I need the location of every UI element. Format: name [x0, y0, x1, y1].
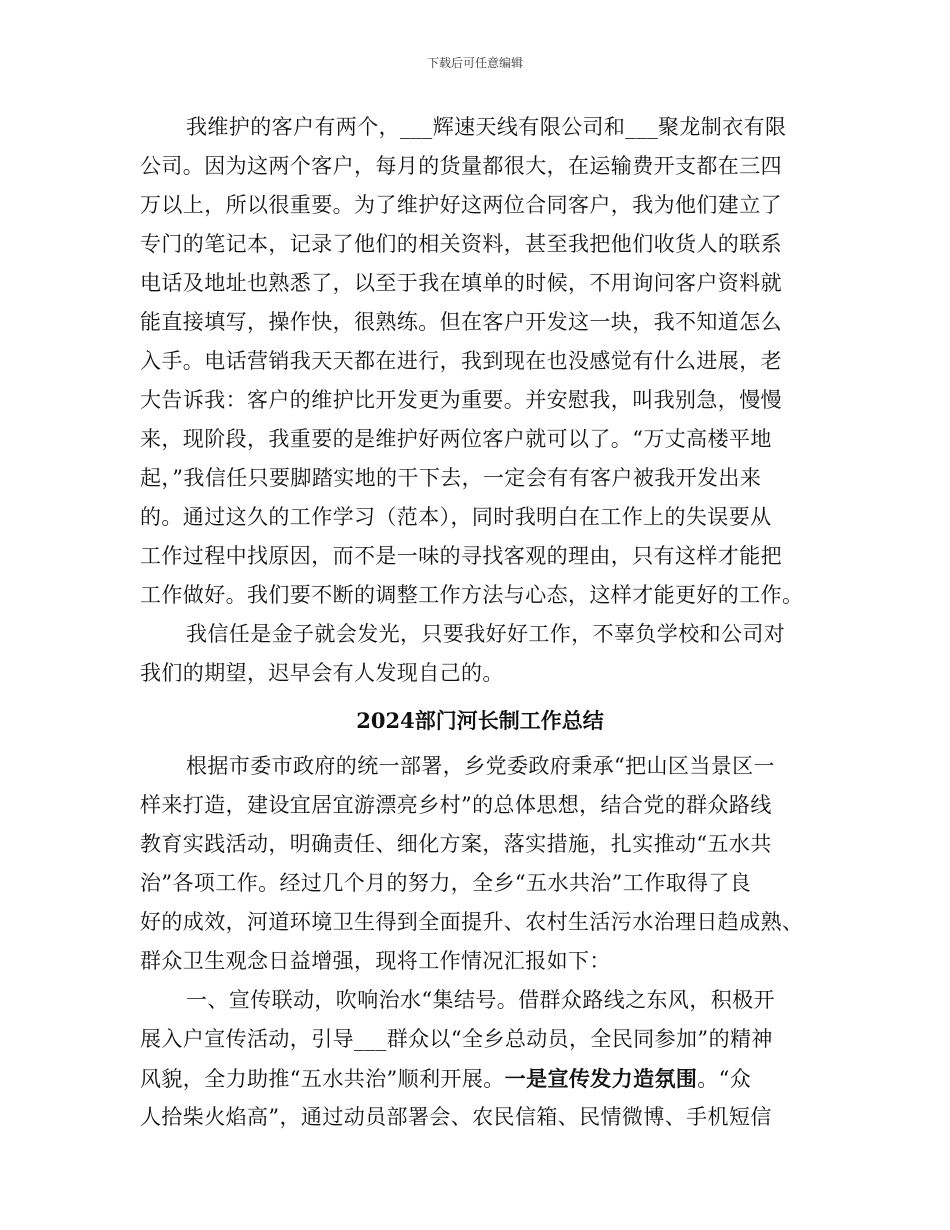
text-line: 工作过程中找原因，而不是一味的寻找客观的理由，只有这样才能把 [140, 544, 782, 568]
document-body [140, 108, 820, 1137]
text-line: 入手。电话营销我天天都在进行，我到现在也没感觉有什么进展，老 [140, 349, 782, 373]
text-line: 我们的期望，迟早会有人发现自己的。 [140, 661, 504, 685]
text-line: 万以上，所以很重要。为了维护好这两位合同客户，我为他们建立了 [140, 193, 782, 217]
text-line: 专门的笔记本，记录了他们的相关资料，甚至我把他们收货人的联系 [140, 232, 782, 256]
section-title: 2024部门河长制工作总结 [356, 708, 604, 733]
text-line: 工作做好。我们要不断的调整工作方法与心态，这样才能更好的工作。 [140, 583, 804, 607]
text-line: 好的成效，河道环境卫生得到全面提升、农村生活污水治理日趋成熟、 [140, 910, 804, 934]
text-line: 公司。因为这两个客户，每月的货量都很大，在运输费开支都在三四 [140, 154, 782, 178]
text-line: 的。通过这久的工作学习（范本），同时我明白在工作上的失误要从 [140, 505, 772, 529]
text-line: 人拾柴火焰高”，通过动员部署会、农民信箱、民情微博、手机短信 [140, 1105, 772, 1129]
paragraph-conclusion [140, 615, 820, 693]
text-line: 教育实践活动，明确责任、细化方案，落实措施，扎实推动“五水共 [140, 832, 772, 856]
paragraph-publicity [140, 981, 820, 1137]
text-line: 我维护的客户有两个，___辉速天线有限公司和___聚龙制衣有限 [186, 115, 787, 139]
text-line: 我信任是金子就会发光，只要我好好工作，不辜负学校和公司对 [186, 622, 786, 646]
text-line: 样来打造，建设宜居宜游漂亮乡村”的总体思想，结合党的群众路线 [140, 793, 772, 817]
text-line: 群众卫生观念日益增强，现将工作情况汇报如下： [140, 949, 611, 973]
paragraph-customers [140, 108, 820, 615]
page-header-note: 下载后可任意编辑 [426, 56, 523, 70]
text-line: 能直接填写，操作快，很熟练。但在客户开发这一块，我不知道怎么 [140, 310, 782, 334]
text-line: 展入户宣传活动，引导___群众以“全乡总动员，全民同参加”的精神 [140, 1027, 773, 1051]
text-segment: 风貌，全力助推“五水共治”顺利开展。 [140, 1067, 505, 1091]
text-line: 大告诉我：客户的维护比开发更为重要。并安慰我，叫我别急，慢慢 [140, 388, 782, 412]
text-line: 电话及地址也熟悉了，以至于我在填单的时候，不用询问客户资料就 [140, 271, 782, 295]
bold-emphasis: 一是宣传发力造氛围 [504, 1066, 698, 1091]
text-line-mixed [140, 1059, 820, 1098]
text-line: 起，”我信任只要脚踏实地的干下去，一定会有有客户被我开发出来 [140, 466, 762, 490]
text-line: 一、宣传联动，吹响治水“集结号。借群众路线之东风，积极开 [186, 988, 775, 1012]
text-line: 来，现阶段，我重要的是维护好两位客户就可以了。“万丈高楼平地 [140, 427, 772, 451]
paragraph-intro [140, 747, 820, 981]
text-line: 根据市委市政府的统一部署，乡党委政府秉承“把山区当景区一 [186, 754, 775, 778]
text-line: 治”各项工作。经过几个月的努力，全乡“五水共治”工作取得了良 [140, 871, 752, 895]
text-segment: 。“众 [697, 1067, 752, 1091]
